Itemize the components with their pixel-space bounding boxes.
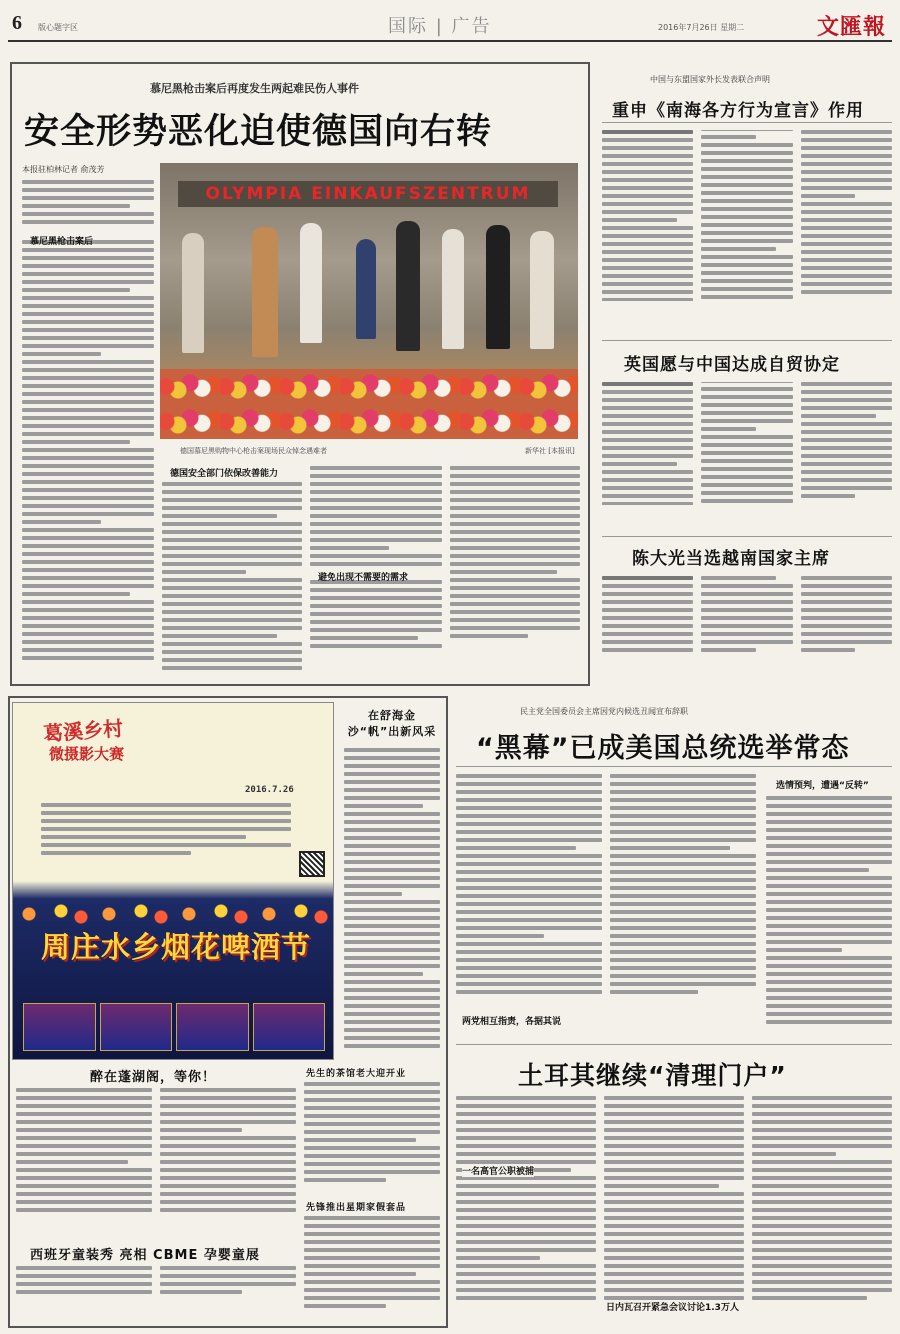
turkey-headline[interactable]: 土耳其继续“清理门户” (518, 1061, 787, 1090)
penglai-body (16, 1088, 296, 1236)
divider (456, 1044, 892, 1045)
vietnam-body (602, 576, 892, 680)
qr-code-icon[interactable] (299, 851, 325, 877)
mourner-figure (252, 227, 278, 357)
lead-photo[interactable] (160, 163, 578, 439)
uk-body (602, 382, 892, 532)
ad-subtitle: 微摄影大赛 (49, 745, 125, 763)
mourner-figure (356, 239, 376, 339)
lead-headline[interactable]: 安全形势恶化迫使德国向右转 (24, 112, 493, 152)
asean-kicker: 中国与东盟国家外长发表联合声明 (650, 75, 770, 84)
us-kicker: 民主党全国委员会主席因党内候选丑闻宣布辞职 (520, 707, 688, 716)
section-label: 国际 | 广告 (388, 16, 492, 37)
divider (456, 766, 892, 767)
us-body (456, 774, 756, 1038)
lead-subhead-2: 德国安全部门依保改善能力 (170, 469, 279, 479)
mourner-figure (486, 225, 510, 349)
turkey-body (456, 1096, 892, 1324)
asean-body (602, 130, 892, 330)
us-subhead-1: 选情预判，遭遇“反转” (776, 781, 869, 791)
lead-byline: 本报驻柏林记者 俞茂芳 (22, 165, 105, 174)
vietnam-headline[interactable]: 陈大光当选越南国家主席 (632, 549, 830, 569)
ad-thumbnail-strip (23, 1003, 325, 1051)
us-headline[interactable]: “黑幕”已成美国总统选举常态 (476, 733, 850, 764)
asean-headline[interactable]: 重申《南海各方行为宣言》作用 (612, 101, 864, 121)
mourner-figure (182, 233, 204, 353)
mourner-figure (300, 223, 322, 343)
us-body-right (766, 796, 892, 1040)
ad-headline: 周庄水乡烟花啤酒节 (41, 930, 312, 964)
lead-body-col-1 (22, 180, 154, 680)
page-number: 6 (12, 12, 22, 34)
cbme-headline[interactable]: 西班牙童装秀 亮相 CBME 孕婴童展 (30, 1248, 260, 1263)
page-subtitle: 版心题字区 (38, 23, 78, 32)
lead-subhead-1: 慕尼黑枪击案后 (30, 237, 94, 247)
xianfeng-body (304, 1216, 440, 1320)
turkey-subhead-2: 日内瓦召开紧急会议讨论1.3万人 (606, 1300, 739, 1313)
photo-credit: 新华社 [本报讯] (525, 447, 575, 455)
turkey-subhead-1: 一名高官公职被捕 (462, 1164, 534, 1177)
ad-thumbnail (176, 1003, 249, 1051)
ad-date-badge: 2016.7.26 (245, 785, 294, 795)
ad-thumbnail (100, 1003, 173, 1051)
mourner-figure (442, 229, 464, 349)
us-subhead-2: 两党相互指责，各据其说 (462, 1017, 562, 1027)
teahouse-body (304, 1082, 440, 1194)
ad-thumbnail (23, 1003, 96, 1051)
mourner-figure (530, 231, 554, 349)
teahouse-headline[interactable]: 先生的茶馆老大迎开业 (306, 1069, 407, 1079)
newspaper-logo: 文匯報 (816, 14, 886, 40)
divider (602, 122, 892, 123)
promo-advertisement[interactable] (12, 702, 334, 1060)
divider (602, 340, 892, 341)
issue-date: 2016年7月26日 星期二 (658, 23, 745, 32)
side-story-headline[interactable]: 在舒海金沙“帆”出新风采 (347, 709, 437, 738)
penglai-headline[interactable]: 醉在蓬湖阁，等你！ (90, 1070, 217, 1085)
side-story-body (344, 748, 440, 1058)
divider (602, 536, 892, 537)
cbme-body (16, 1266, 296, 1322)
ad-title: 葛溪乡村 (42, 716, 124, 746)
uk-headline[interactable]: 英国愿与中国达成自贸协定 (624, 355, 840, 375)
mall-sign: OLYMPIA EINKAUFSZENTRUM (178, 181, 558, 207)
ad-details (41, 803, 291, 873)
flower-memorial (160, 369, 578, 439)
lead-body-col-4 (450, 466, 580, 678)
lead-subhead-3: 避免出现不需要的需求 (318, 573, 409, 583)
page-masthead (8, 8, 892, 42)
xianfeng-headline[interactable]: 先锋推出星期家假套品 (306, 1203, 407, 1213)
photo-caption: 德国慕尼黑购物中心枪击案现场民众悼念遇难者 (180, 447, 327, 455)
ad-thumbnail (253, 1003, 326, 1051)
mourner-figure (396, 221, 420, 351)
lead-body-col-2 (162, 482, 302, 678)
lead-kicker: 慕尼黑枪击案后再度发生两起难民伤人事件 (150, 82, 359, 95)
